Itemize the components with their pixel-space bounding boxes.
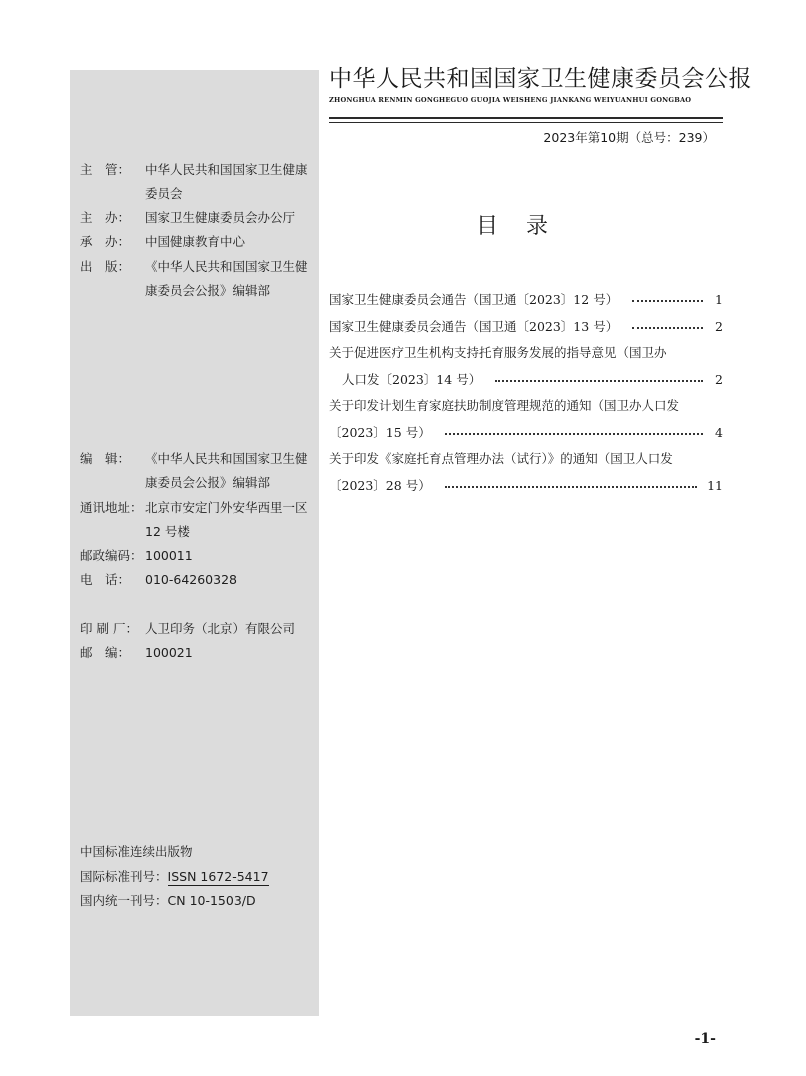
address-value: 北京市安定门外安华西里一区 12 号楼 xyxy=(145,500,308,539)
toc-entry-title: 国家卫生健康委员会通告（国卫通〔2023〕12 号） xyxy=(329,292,619,307)
publisher-row xyxy=(80,255,316,303)
toc-leader-dots xyxy=(445,433,703,435)
toc-entry-title: 〔2023〕28 号） xyxy=(329,477,431,493)
toc-leader-dots xyxy=(495,380,703,382)
issn-label: 国际标准刊号： xyxy=(80,869,168,884)
editor-row xyxy=(80,447,316,495)
printer-postcode-label: 邮 编： xyxy=(80,645,131,660)
toc-leader-dots xyxy=(632,300,703,302)
toc-entry-title: 关于促进医疗卫生机构支持托育服务发展的指导意见（国卫办 xyxy=(329,345,667,360)
sponsor-value: 中华人民共和国国家卫生健康委员会 xyxy=(145,162,308,201)
journal-pinyin-title: ZHONGHUA RENMIN GONGHEGUO GUOJIA WEISHENG JIANKANG WEIYUANHUI GONGBAO xyxy=(329,96,692,104)
toc-entry-title: 关于印发计划生育家庭扶助制度管理规范的通知（国卫办人口发 xyxy=(329,398,680,413)
cn-value: CN 10-1503/D xyxy=(167,893,256,908)
issue-number: 2023年第10期（总号：239） xyxy=(543,130,715,145)
publisher-label: 出 版： xyxy=(80,259,131,274)
sponsor-row xyxy=(80,158,316,206)
undertaker-value: 中国健康教育中心 xyxy=(145,234,246,249)
address-label: 通讯地址： xyxy=(80,500,143,515)
cn-label: 国内统一刊号： xyxy=(80,893,168,908)
issn-row xyxy=(80,865,269,889)
issn-value: ISSN 1672-5417 xyxy=(167,869,269,884)
toc-entry-page: 1 xyxy=(715,292,723,307)
toc-entry[interactable] xyxy=(329,314,723,341)
publisher-value: 《中华人民共和国国家卫生健康委员会公报》编辑部 xyxy=(145,259,308,298)
postcode-label: 邮政编码： xyxy=(80,548,143,563)
toc-entry-title: 人口发〔2023〕14 号） xyxy=(342,371,482,387)
toc-leader-dots xyxy=(632,327,703,329)
toc-entry[interactable] xyxy=(329,287,723,314)
journal-title: 中华人民共和国国家卫生健康委员会公报 xyxy=(329,66,752,92)
organizer-value: 国家卫生健康委员会办公厅 xyxy=(145,210,296,225)
printer-postcode-value: 100021 xyxy=(145,645,193,660)
postcode-value: 100011 xyxy=(145,548,193,563)
toc-entry-continuation[interactable] xyxy=(329,473,723,500)
toc-heading: 目录 xyxy=(476,214,577,239)
toc-entry-first-line[interactable] xyxy=(329,393,723,420)
toc-leader-dots xyxy=(445,486,697,488)
editor-label: 编 辑： xyxy=(80,451,131,466)
masthead-sidebar xyxy=(70,70,319,1016)
editor-value: 《中华人民共和国国家卫生健康委员会公报》编辑部 xyxy=(145,451,308,490)
toc-entry-page: 2 xyxy=(715,318,723,334)
table-of-contents xyxy=(329,287,723,499)
undertaker-label: 承 办： xyxy=(80,234,131,249)
printer-label: 印 刷 厂： xyxy=(80,621,138,636)
toc-entry-title: 关于印发《家庭托育点管理办法（试行）》的通知（国卫人口发 xyxy=(329,451,673,466)
toc-entry-page: 11 xyxy=(707,477,723,493)
toc-entry-page: 2 xyxy=(715,371,723,387)
toc-entry-first-line[interactable] xyxy=(329,446,723,473)
header-rule-thin xyxy=(329,122,723,123)
toc-entry-continuation[interactable] xyxy=(329,367,723,394)
phone-label: 电 话： xyxy=(80,572,131,587)
toc-entry-page: 4 xyxy=(715,424,723,440)
header-rule-thick xyxy=(329,117,723,119)
toc-entry-continuation[interactable] xyxy=(329,420,723,447)
toc-entry-title: 〔2023〕15 号） xyxy=(329,424,431,440)
toc-entry-title: 国家卫生健康委员会通告（国卫通〔2023〕13 号） xyxy=(329,318,619,334)
printer-value: 人卫印务（北京）有限公司 xyxy=(145,621,296,636)
serial-standard-title: 中国标准连续出版物 xyxy=(80,844,193,859)
cn-row xyxy=(80,889,256,913)
page-number: -1- xyxy=(694,1031,716,1047)
phone-value: 010-64260328 xyxy=(145,572,237,587)
address-row xyxy=(80,496,316,544)
organizer-label: 主 办： xyxy=(80,210,131,225)
sponsor-label: 主 管： xyxy=(80,162,131,177)
toc-entry-first-line[interactable] xyxy=(329,340,723,367)
